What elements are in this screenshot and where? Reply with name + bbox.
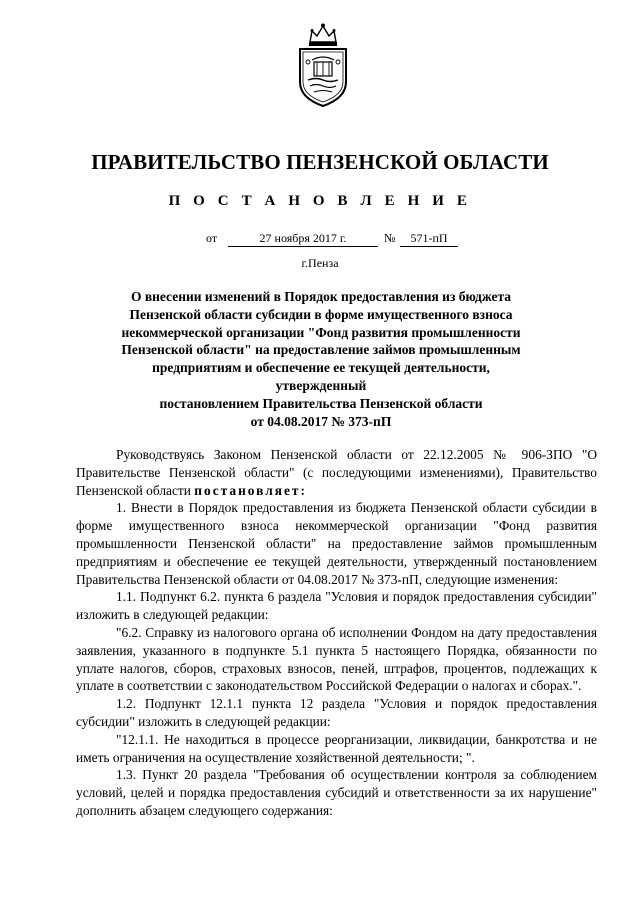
body-paragraph: 1. Внести в Порядок предоставления из бюджета Пензенской области субсидии в форме имущественного взноса некоммерческой организации "Фонд развития промышленности Пензенской области" на предоставление займов промышленным предприятиям и обеспечение ее текущей деятельности, утвержденный постановлением Правительства Пензенской области от 04.08.2017 № 373-пП, следующие изменения: xyxy=(76,500,597,587)
heading-line: Пензенской области" на предоставление займов промышленным xyxy=(121,342,521,358)
decree-number: 571-пП xyxy=(400,231,458,247)
number-sign: № xyxy=(384,231,396,245)
intro-paragraph xyxy=(76,446,597,499)
heading-line: Пензенской области субсидии в форме имущественного взноса xyxy=(129,306,513,322)
resolves-word: постановляет: xyxy=(194,482,307,498)
date-prefix: от xyxy=(206,231,218,245)
city-name: г.Пенза xyxy=(301,256,339,270)
intro-text: Руководствуясь Законом Пензенской области от 22.12.2005 № 906-ЗПО "О Правительстве Пензенской области" (с последующими изменениями), Правительство Пензенской области xyxy=(76,447,597,498)
body-paragraph: 1.3. Пункт 20 раздела "Требования об осуществлении контроля за соблюдением условий, целей и порядка предоставления субсидий и ответственности за их нарушение" дополнить абзацем следующего содержания: xyxy=(76,767,597,818)
government-title: ПРАВИТЕЛЬСТВО ПЕНЗЕНСКОЙ ОБЛАСТИ xyxy=(91,150,549,174)
decree-heading xyxy=(108,288,534,430)
body-paragraph: "12.1.1. Не находиться в процессе реорганизации, ликвидации, банкротства и не иметь ограничения на осуществление хозяйственной деятельности; ". xyxy=(76,731,597,765)
body-paragraph: "6.2. Справку из налогового органа об исполнении Фондом на дату предоставления заявления, указанного в подпункте 5.1 пункта 5 настоящего Порядка, обязанности по уплате налогов, сборов, страховых взносов, пеней, штрафов, процентов, подлежащих к уплате в соответствии с законодательством Российской Федерации о налогах и сборах.". xyxy=(76,624,597,694)
body-paragraph: 1.2. Подпункт 12.1.1 пункта 12 раздела "Условия и порядок предоставления субсидии" изложить в следующей редакции: xyxy=(76,696,597,729)
decree-date: 27 ноября 2017 г. xyxy=(228,231,378,247)
heading-line: постановлением Правительства Пензенской области xyxy=(159,395,483,411)
coat-of-arms-emblem xyxy=(294,22,352,108)
heading-line: некоммерческой организации "Фонд развития промышленности xyxy=(121,324,521,340)
body-paragraph: 1.1. Подпункт 6.2. пункта 6 раздела "Условия и порядок предоставления субсидии" изложить в следующей редакции: xyxy=(76,589,597,623)
document-type: П О С Т А Н О В Л Е Н И Е xyxy=(168,193,472,209)
decree-body xyxy=(76,446,597,820)
heading-line: от 04.08.2017 № 373-пП xyxy=(250,413,392,429)
heading-line: предприятиям и обеспечение ее текущей деятельности, утвержденный xyxy=(152,360,490,393)
heading-line: О внесении изменений в Порядок предоставления из бюджета xyxy=(130,289,512,304)
